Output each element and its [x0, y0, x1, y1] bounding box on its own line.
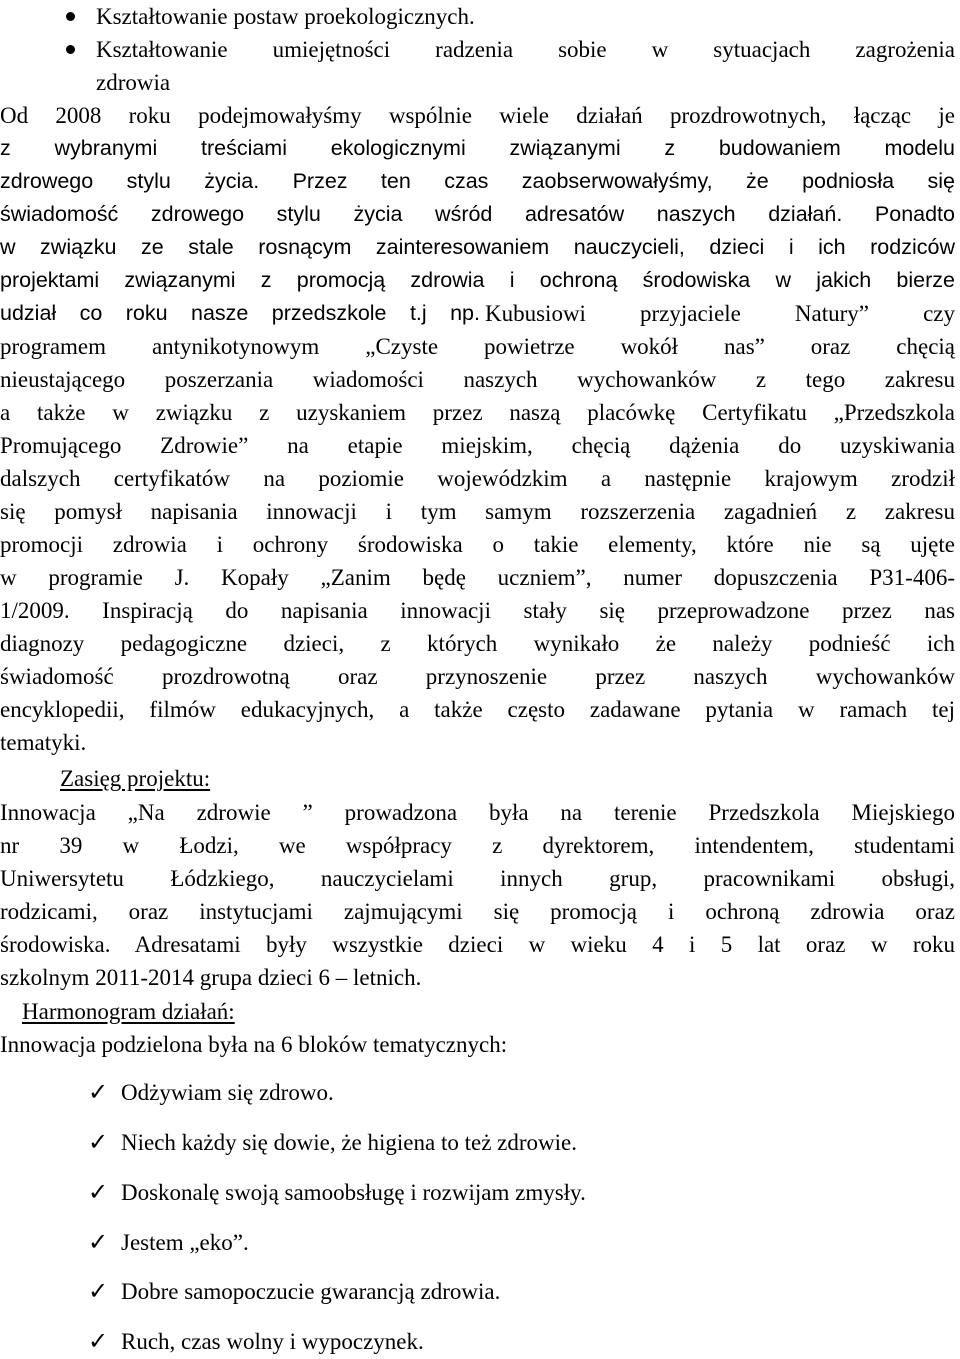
checkmark-icon: ✓: [88, 1078, 109, 1106]
paragraph-line: projektami związanymi z promocją zdrowia i ochroną środowiska w jakich bierze: [0, 268, 955, 292]
paragraph-line: encyklopedii, filmów edukacyjnych, a także często zadawane pytania w ramach tej: [0, 697, 955, 722]
paragraph-line: Kubusiowi przyjaciele Natury” czy: [485, 301, 955, 326]
paragraph-line: programem antynikotynowym „Czyste powietrze wokół nas” oraz chęcią: [0, 334, 955, 359]
paragraph-line: udział co roku nasze przedszkole t.j np.: [0, 301, 480, 325]
section-heading-scope: Zasięg projektu:: [60, 766, 211, 791]
paragraph-line: świadomość prozdrowotną oraz przynoszenie przez naszych wychowanków: [0, 664, 955, 689]
paragraph-line: zdrowego stylu życia. Przez ten czas zaobserwowałyśmy, że podniosła się: [0, 169, 955, 193]
thematic-block-item: Dobre samopoczucie gwarancją zdrowia.: [121, 1279, 501, 1304]
paragraph-line: Uniwersytetu Łódzkiego, nauczycielami innych grup, pracownikami obsługi,: [0, 866, 955, 891]
bullet-item: Kształtowanie umiejętności radzenia sobie w sytuacjach zagrożenia: [96, 37, 955, 62]
paragraph-line: świadomość zdrowego stylu życia wśród adresatów naszych działań. Ponadto: [0, 202, 955, 226]
bullet-dot: [66, 12, 75, 21]
paragraph-line: diagnozy pedagogiczne dzieci, z których wynikało że należy podnieść ich: [0, 631, 955, 656]
paragraph-line: tematyki.: [0, 730, 87, 755]
checkmark-icon: ✓: [88, 1178, 109, 1206]
bullet-item: Kształtowanie postaw proekologicznych.: [96, 4, 475, 29]
checkmark-icon: ✓: [88, 1128, 109, 1156]
thematic-block-item: Doskonalę swoją samoobsługę i rozwijam zmysły.: [121, 1180, 586, 1205]
paragraph-line: a także w związku z uzyskaniem przez naszą placówkę Certyfikatu „Przedszkola: [0, 400, 955, 425]
bullet-dot: [66, 45, 75, 54]
paragraph-line: środowiska. Adresatami były wszystkie dzieci w wieku 4 i 5 lat oraz w roku: [0, 932, 955, 957]
paragraph-line: nr 39 w Łodzi, we współpracy z dyrektorem, intendentem, studentami: [0, 833, 955, 858]
paragraph-line: rodzicami, oraz instytucjami zajmującymi się promocją i ochroną zdrowia oraz: [0, 899, 955, 924]
paragraph-line: Innowacja „Na zdrowie ” prowadzona była na terenie Przedszkola Miejskiego: [0, 800, 955, 825]
paragraph-line: z wybranymi treściami ekologicznymi związanymi z budowaniem modelu: [0, 136, 955, 160]
thematic-block-item: Jestem „eko”.: [121, 1230, 249, 1255]
paragraph-line: promocji zdrowia i ochrony środowiska o takie elementy, które nie są ujęte: [0, 532, 955, 557]
thematic-block-item: Ruch, czas wolny i wypoczynek.: [121, 1329, 424, 1354]
checkmark-icon: ✓: [88, 1228, 109, 1256]
paragraph-line: szkolnym 2011-2014 grupa dzieci 6 – letnich.: [0, 965, 422, 990]
thematic-block-item: Odżywiam się zdrowo.: [121, 1080, 334, 1105]
paragraph-line: w związku ze stale rosnącym zainteresowaniem nauczycieli, dzieci i ich rodziców: [0, 235, 955, 259]
paragraph-line: 1/2009. Inspiracją do napisania innowacji stały się przeprowadzone przez nas: [0, 598, 955, 623]
section-heading-schedule: Harmonogram działań:: [22, 999, 235, 1024]
thematic-block-item: Niech każdy się dowie, że higiena to też zdrowie.: [121, 1130, 577, 1155]
checkmark-icon: ✓: [88, 1277, 109, 1305]
paragraph-line: dalszych certyfikatów na poziomie wojewódzkim a następnie krajowym zrodził: [0, 466, 955, 491]
schedule-intro: Innowacja podzielona była na 6 bloków tematycznych:: [0, 1032, 508, 1057]
paragraph-line: nieustającego poszerzania wiadomości naszych wychowanków z tego zakresu: [0, 367, 955, 392]
paragraph-line: Od 2008 roku podejmowałyśmy wspólnie wiele działań prozdrowotnych, łącząc je: [0, 103, 955, 128]
paragraph-line: się pomysł napisania innowacji i tym samym rozszerzenia zagadnień z zakresu: [0, 499, 955, 524]
bullet-item-continuation: zdrowia: [96, 70, 171, 95]
checkmark-icon: ✓: [88, 1327, 109, 1355]
paragraph-line: Promującego Zdrowie” na etapie miejskim, chęcią dążenia do uzyskiwania: [0, 433, 955, 458]
paragraph-line: w programie J. Kopały „Zanim będę uczniem”, numer dopuszczenia P31-406-: [0, 565, 955, 590]
